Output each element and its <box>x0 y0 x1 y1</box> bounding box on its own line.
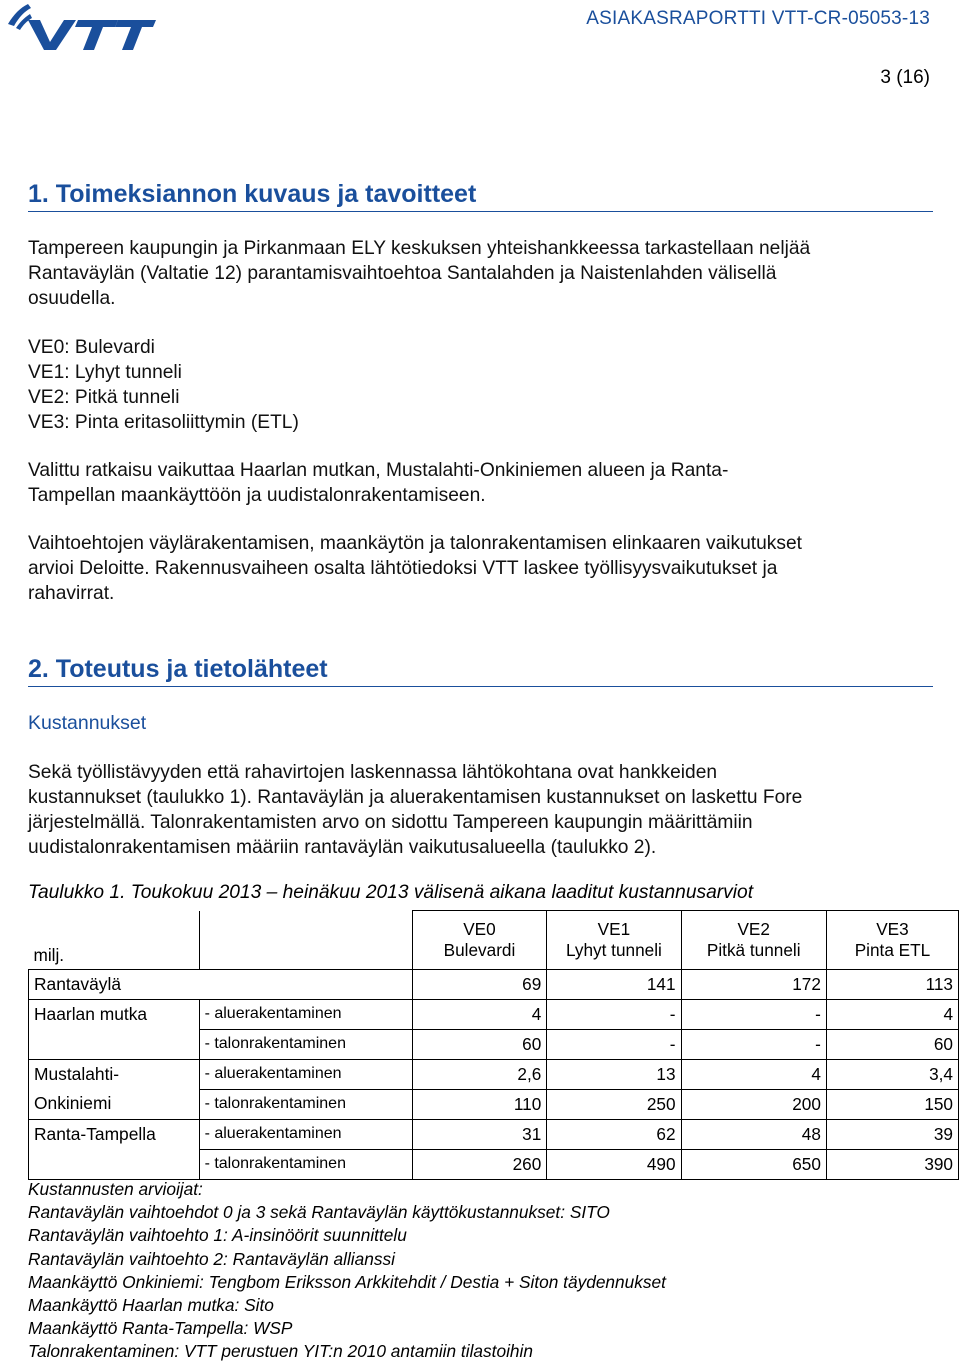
note-line: Talonrakentaminen: VTT perustuen YIT:n 2010 antamiin tilastoihin <box>28 1341 533 1362</box>
row-sublabel: - talonrakentaminen <box>199 1029 412 1059</box>
section-1-paragraph-3: Vaihtoehtojen väylärakentamisen, maankäytön ja talonrakentamisen elinkaaren vaikutukset arvioi Deloitte. Rakennusvaiheen osalta lähtötiedoksi VTT laskee työllisyysvaikutukset ja rahavirrat. <box>28 533 802 604</box>
table-row <box>29 1059 959 1089</box>
section-2-heading: 2. Toteutus ja tietolähteet <box>28 655 328 683</box>
table-cell: - <box>681 1029 826 1059</box>
row-sublabel: - aluerakentaminen <box>199 999 412 1029</box>
table-cell: 390 <box>826 1149 958 1179</box>
note-line: Maankäyttö Onkiniemi: Tengbom Eriksson Arkkitehdit / Destia + Siton täydennukset <box>28 1271 666 1292</box>
table-row <box>29 1029 959 1059</box>
table-cell: 260 <box>412 1149 547 1179</box>
table-caption: Taulukko 1. Toukokuu 2013 – heinäkuu 2013 välisenä aikana laaditut kustannusarviot <box>28 882 754 903</box>
table-cell: 60 <box>412 1029 547 1059</box>
table-header-row <box>29 911 959 970</box>
note-line: Rantaväylän vaihtoehto 1: A-insinöörit suunnittelu <box>28 1225 407 1246</box>
table-cell: 150 <box>826 1089 958 1119</box>
alternative-item: VE2: Pitkä tunneli <box>28 387 180 408</box>
table-cell: 4 <box>412 999 547 1029</box>
table-cell: 3,4 <box>826 1059 958 1089</box>
column-header-ve3: VE3 Pinta ETL <box>826 911 958 970</box>
row-label: Onkiniemi <box>29 1089 200 1119</box>
table-notes <box>28 1178 666 1364</box>
row-label: Rantaväylä <box>29 969 413 999</box>
alternative-item: VE3: Pinta eritasoliittymin (ETL) <box>28 412 299 433</box>
table-cell: 60 <box>826 1029 958 1059</box>
column-header-ve1: VE1 Lyhyt tunneli <box>547 911 681 970</box>
table-cell: - <box>547 999 681 1029</box>
table-cell: 39 <box>826 1119 958 1149</box>
alternative-item: VE1: Lyhyt tunneli <box>28 362 182 383</box>
table-row <box>29 969 959 999</box>
table-cell: - <box>547 1029 681 1059</box>
heading-rule <box>28 211 933 212</box>
table-cell: 4 <box>826 999 958 1029</box>
row-sublabel: - talonrakentaminen <box>199 1089 412 1119</box>
table-cell: - <box>681 999 826 1029</box>
table-cell: 113 <box>826 969 958 999</box>
table-cell: 4 <box>681 1059 826 1089</box>
alternative-item: VE0: Bulevardi <box>28 337 155 358</box>
report-id: ASIAKASRAPORTTI VTT-CR-05053-13 <box>586 8 930 29</box>
note-line: Rantaväylän vaihtoehdot 0 ja 3 sekä Rantaväylän käyttökustannukset: SITO <box>28 1202 610 1223</box>
section-1-paragraph-1: Tampereen kaupungin ja Pirkanmaan ELY keskuksen yhteishankkeessa tarkastellaan neljää Rantaväylän (Valtatie 12) parantamisvaihtoehtoa Santalahden ja Naistenlahden välisellä osuudella. <box>28 238 811 309</box>
column-header-ve0: VE0 Bulevardi <box>412 911 547 970</box>
table-cell: 490 <box>547 1149 681 1179</box>
section-2-paragraph: Sekä työllistävyyden että rahavirtojen laskennassa lähtökohtana ovat hankkeiden kustannukset (taulukko 1). Rantaväylän ja aluerakentamisen kustannukset on laskettu Fore järjestelmällä. Talonrakentamisten arvo on sidottu Tampereen kaupungin määrittämiin uudistalonrakentamisen määriin rantaväylän vaikutusalueella (taulukko 2). <box>28 762 803 858</box>
row-sublabel: - aluerakentaminen <box>199 1119 412 1149</box>
table-cell: 250 <box>547 1089 681 1119</box>
note-line: Maankäyttö Ranta-Tampella: WSP <box>28 1318 293 1339</box>
table-cell: 141 <box>547 969 681 999</box>
row-label: Ranta-Tampella <box>29 1119 200 1149</box>
page-number: 3 (16) <box>880 67 930 88</box>
alternatives-list <box>28 335 938 435</box>
note-line: Rantaväylän vaihtoehto 2: Rantaväylän allianssi <box>28 1248 395 1269</box>
table-cell: 110 <box>412 1089 547 1119</box>
table-cell: 172 <box>681 969 826 999</box>
subheading-costs: Kustannukset <box>28 712 147 734</box>
cost-table <box>28 910 959 1180</box>
section-1-paragraph-2: Valittu ratkaisu vaikuttaa Haarlan mutkan, Mustalahti-Onkiniemen alueen ja Ranta- Tampellan maankäyttöön ja uudistalonrakentamiseen. <box>28 460 729 506</box>
table-cell: 62 <box>547 1119 681 1149</box>
row-label: Mustalahti- <box>29 1059 200 1089</box>
table-cell: 69 <box>412 969 547 999</box>
table-row <box>29 1149 959 1179</box>
table-cell: 2,6 <box>412 1059 547 1089</box>
table-cell: 13 <box>547 1059 681 1089</box>
row-sublabel: - talonrakentaminen <box>199 1149 412 1179</box>
row-label: Haarlan mutka <box>29 999 200 1029</box>
table-row <box>29 999 959 1029</box>
vtt-logo <box>6 2 156 54</box>
note-line: Maankäyttö Haarlan mutka: Sito <box>28 1295 274 1316</box>
table-row <box>29 1089 959 1119</box>
heading-rule <box>28 686 933 687</box>
unit-label: milj. <box>29 911 200 970</box>
table-row <box>29 1119 959 1149</box>
note-line: Kustannusten arvioijat: <box>28 1179 203 1199</box>
column-header-ve2: VE2 Pitkä tunneli <box>681 911 826 970</box>
table-cell: 650 <box>681 1149 826 1179</box>
table-cell: 200 <box>681 1089 826 1119</box>
table-cell: 31 <box>412 1119 547 1149</box>
section-1-heading: 1. Toimeksiannon kuvaus ja tavoitteet <box>28 180 477 208</box>
row-sublabel: - aluerakentaminen <box>199 1059 412 1089</box>
table-cell: 48 <box>681 1119 826 1149</box>
